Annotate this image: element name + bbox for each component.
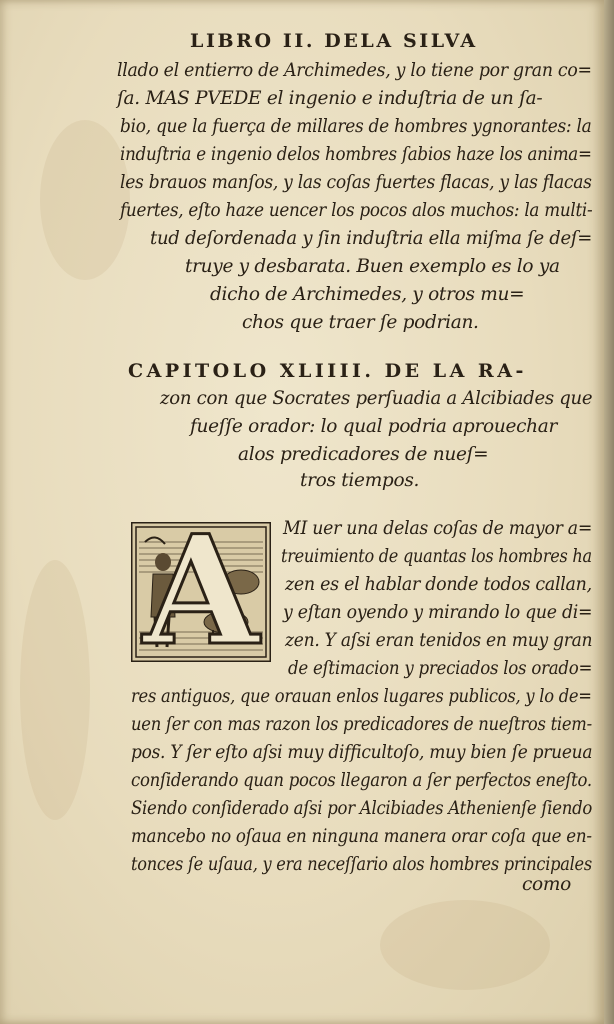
paper-stain [380,900,550,990]
initial-letter: A [142,503,260,679]
text-line: MI uer una delas coſas de mayor a= [283,518,593,539]
text-line: pos. Y ſer eſto aſsi muy difficultoſo, muy bien ſe prueua [131,742,593,763]
chapter-line: alos predicadores de nueſ= [238,444,489,465]
text-line: les brauos manſos, y las coſas fuertes flacas, y las flacas [120,172,592,193]
text-line: uen ſer con mas razon los predicadores de nueſtros tiem- [131,714,592,735]
text-line: zen es el hablar donde todos callan, [285,574,592,595]
text-line: induſtria e ingenio delos hombres ſabios haze los anima= [120,144,592,165]
text-line: dicho de Archimedes, y otros mu= [210,284,525,305]
text-line: llado el entierro de Archimedes, y lo tiene por gran co= [117,60,592,81]
text-line: y eſtan oyendo y mirando lo que di= [283,602,593,623]
chapter-line: zon con que Socrates perſuadia a Alcibiades que [160,388,593,409]
text-line: treuimiento de quantas los hombres ha [281,546,592,567]
running-head: LIBRO II. DELA SILVA [190,30,478,52]
text-line: zen. Y aſsi eran tenidos en muy gran [285,630,593,651]
text-line: tonces ſe uſaua, y era neceſſario alos hombres principales [131,854,592,875]
text-line: fuertes, eſto haze uencer los pocos alos muchos: la multi- [120,200,593,221]
chapter-line: fueſſe orador: lo qual podria aprouechar [190,416,558,437]
page-edge [604,0,614,1024]
text-line: res antiguos, que orauan enlos lugares publicos, y lo de= [131,686,592,707]
text-line: bio, que la fuerça de millares de hombres ygnorantes: la [120,116,592,137]
text-line: conſiderando quan pocos llegaron a ſer perfectos eneſto. [131,770,592,791]
text-line: tud deſordenada y ſin induſtria ella miſma ſe deſ= [150,228,593,249]
text-line: de eſtimacion y preciados los orado= [288,658,593,679]
paper-stain [40,120,130,280]
text-line: mancebo no oſaua en ninguna manera orar coſa que en- [131,826,592,847]
woodcut-initial [131,503,271,679]
text-line: truye y desbarata. Buen exemplo es lo ya [185,256,560,277]
chapter-title: CAPITOLO XLIIII. DE LA RA- [128,360,527,382]
text-line: Siendo conſiderado aſsi por Alcibiades Athenienſe ſiendo [131,798,593,819]
catchword: como [522,874,571,895]
text-line: ſa. MAS PVEDE el ingenio e induſtria de un ſa- [117,88,543,109]
text-line: chos que traer ſe podrian. [242,312,479,333]
paper-stain [20,560,90,820]
chapter-line: tros tiempos. [300,470,420,491]
